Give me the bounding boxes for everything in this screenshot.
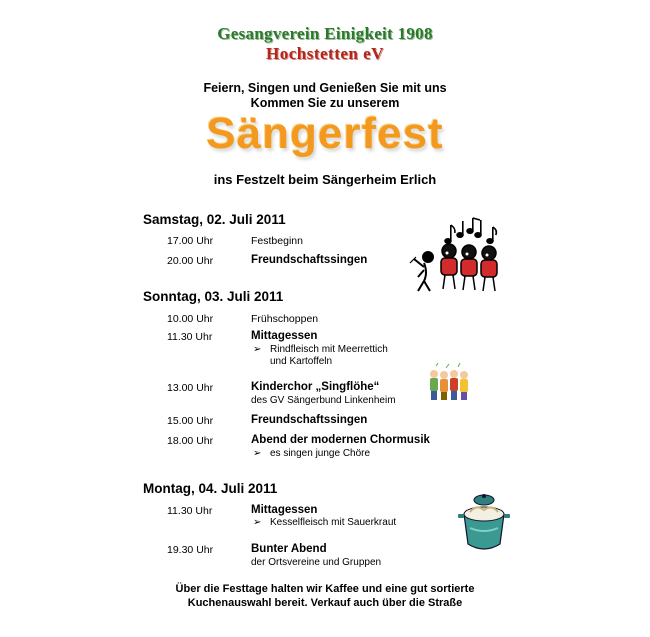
event-title-chormusik: Abend der modernen Chormusik: [251, 434, 430, 446]
event-time: 17.00 Uhr: [167, 235, 214, 247]
event-detail: Kesselfleisch mit Sauerkraut: [270, 517, 397, 528]
event-time: 15.00 Uhr: [167, 415, 214, 427]
day-heading-sunday: Sonntag, 03. Juli 2011: [143, 289, 284, 304]
day-heading-saturday: Samstag, 02. Juli 2011: [143, 212, 286, 227]
event-title-fruehschoppen: Frühschoppen: [251, 313, 319, 325]
event-time: 10.00 Uhr: [167, 313, 214, 325]
children-choir-icon: [426, 362, 476, 404]
event-time: 11.30 Uhr: [167, 331, 213, 343]
event-detail: und Kartoffeln: [270, 356, 333, 367]
singing-choir-icon: [408, 215, 513, 295]
event-time: 13.00 Uhr: [167, 382, 214, 394]
intro-line-1: Feiern, Singen und Genießen Sie mit uns: [203, 81, 447, 95]
event-title-freundschaftssingen: Freundschaftssingen: [251, 254, 368, 266]
event-title-bunter-abend: Bunter Abend: [251, 543, 327, 555]
event-title-kinderchor: Kinderchor „Singflöhe“: [251, 381, 380, 393]
cooking-pot-icon: [456, 492, 514, 554]
event-title: Sängerfest: [206, 109, 444, 158]
bullet-icon: ➢: [253, 344, 262, 355]
event-title-mittagessen: Mittagessen: [251, 330, 318, 342]
event-detail: des GV Sängerbund Linkenheim: [251, 395, 396, 406]
day-heading-monday: Montag, 04. Juli 2011: [143, 481, 278, 496]
venue-line: ins Festzelt beim Sängerheim Erlich: [213, 172, 437, 187]
intro-line-2: Kommen Sie zu unserem: [250, 96, 400, 110]
event-time: 11.30 Uhr: [167, 505, 213, 517]
event-detail: es singen junge Chöre: [270, 448, 371, 459]
footer-line-1: Über die Festtage halten wir Kaffee und eine gut sortierte: [175, 583, 475, 595]
footer-line-2: Kuchenauswahl bereit. Verkauf auch über die Straße: [187, 597, 463, 609]
event-time: 18.00 Uhr: [167, 435, 214, 447]
event-detail: der Ortsvereine und Gruppen: [251, 557, 382, 568]
bullet-icon: ➢: [253, 448, 262, 459]
event-title-freundschaftssingen: Freundschaftssingen: [251, 414, 368, 426]
event-time: 20.00 Uhr: [167, 255, 214, 267]
club-name: Gesangverein Einigkeit 1908: [217, 24, 433, 43]
event-title-mittagessen: Mittagessen: [251, 504, 318, 516]
bullet-icon: ➢: [253, 517, 262, 528]
event-time: 19.30 Uhr: [167, 544, 214, 556]
event-title-festbeginn: Festbeginn: [251, 235, 303, 247]
event-detail: Rindfleisch mit Meerrettich: [270, 344, 388, 355]
club-location: Hochstetten eV: [266, 44, 384, 63]
